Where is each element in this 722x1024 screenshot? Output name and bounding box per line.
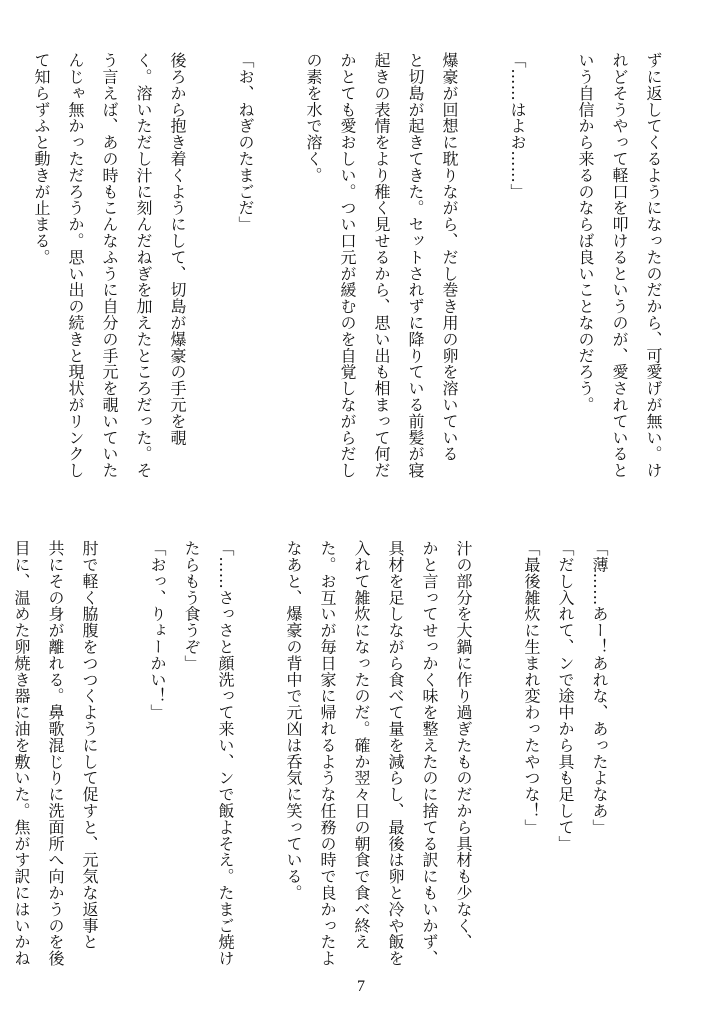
text-line: ずに返してくるようになったのだから、可愛げが無い。け xyxy=(644,52,663,479)
text-line: 「だし入れて、ンで途中から具も足して」 xyxy=(556,540,575,852)
text-line: く。溶いただし汁に刻んだねぎを加えたところだった。そ xyxy=(134,52,153,479)
lower-text-block xyxy=(12,540,616,970)
text-line xyxy=(0,52,24,482)
text-line: 共にその身が離れる。鼻歌混じりに洗面所へ向かうのを後 xyxy=(46,540,65,967)
upper-text-block xyxy=(32,52,670,482)
text-line xyxy=(466,52,500,482)
text-line: 爆豪が回想に耽りながら、だし巻き用の卵を溶いている xyxy=(440,52,459,462)
text-line: 「……さっさと顔洗って来い、ンで飯よそえ。たまご焼け xyxy=(216,540,235,967)
text-line: んじゃ無かっただろうか。思い出の続きと現状がリンクし xyxy=(66,52,85,479)
text-line xyxy=(262,52,296,482)
text-line xyxy=(480,540,514,970)
text-line: れどそうやって軽口を叩けるというのが、愛されていると xyxy=(610,52,629,479)
text-line xyxy=(194,52,228,482)
text-line: 「最後雑炊に生まれ変わったやつな！」 xyxy=(522,540,541,836)
text-line: いう自信から来るのならば良いことなのだろう。 xyxy=(576,52,595,413)
text-line: 入れて雑炊になったのだ。確か翌々日の朝食で食べ終え xyxy=(352,540,371,950)
text-line: 汁の部分を大鍋に作り過ぎたものだから具材も少なく、 xyxy=(454,540,473,950)
text-line: の素を水で溶く。 xyxy=(304,52,323,184)
text-line: 肘で軽く脇腹をつつくようにして促すと、元気な返事と xyxy=(80,540,99,950)
text-line: た。お互いが毎日家に帰れるような任務の時で良かったよ xyxy=(318,540,337,967)
text-line xyxy=(534,52,568,482)
text-line xyxy=(0,540,4,970)
text-line: 後ろから抱き着くようにして、切島が爆豪の手元を覗 xyxy=(168,52,187,446)
text-line: う言えば、あの時もこんなふうに自分の手元を覗いていた xyxy=(100,52,119,479)
text-line xyxy=(106,540,140,970)
text-line: 起きの表情をより稚く見せるから、思い出も相まって何だ xyxy=(372,52,391,479)
text-line: かとても愛おしい。つい口元が緩むのを自覚しながらだし xyxy=(338,52,357,479)
text-line: 「……はよお……」 xyxy=(508,52,527,200)
text-line: 「薄……あー！あれな、あったよなあ」 xyxy=(590,540,609,836)
text-line: 目に、温めた卵焼き器に油を敷いた。焦がす訳にはいかね xyxy=(12,540,31,967)
text-line: て知らずふと動きが止まる。 xyxy=(32,52,51,266)
text-line xyxy=(242,540,276,970)
page-number: 7 xyxy=(357,978,365,995)
text-line: かと言ってせっかく味を整えたのに捨てる訳にもいかず、 xyxy=(420,540,439,967)
text-line: なあと、爆豪の背中で元凶は呑気に笑っている。 xyxy=(284,540,303,901)
text-line: と切島が起きてきた。セットされずに降りている前髪が寝 xyxy=(406,52,425,479)
text-line: 「おっ、りょーかい！」 xyxy=(148,540,167,721)
text-line: 具材を足しながら食べて量を減らし、最後は卵と冷や飯を xyxy=(386,540,405,967)
text-line: 「お、ねぎのたまごだ」 xyxy=(236,52,255,233)
text-line: たらもう食うぞ」 xyxy=(182,540,201,672)
